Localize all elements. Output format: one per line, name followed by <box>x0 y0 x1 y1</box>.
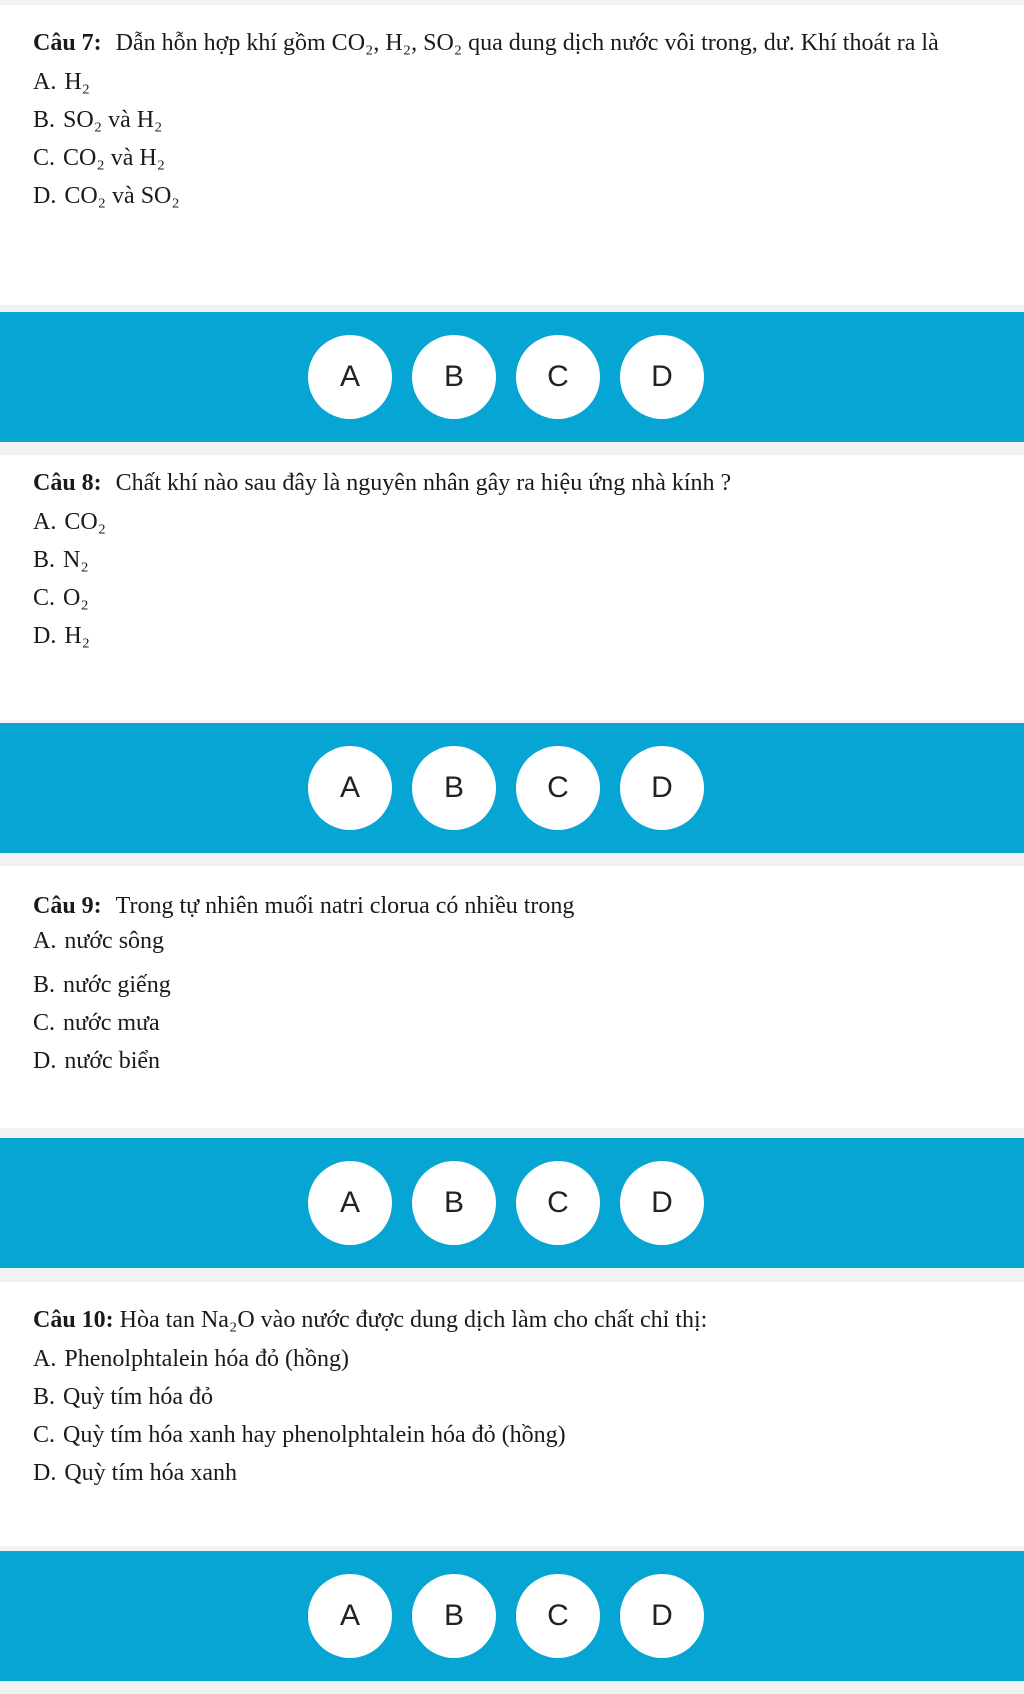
option-text: Phenolphtalein hóa đỏ (hồng) <box>64 1346 349 1372</box>
choice-b-button[interactable]: B <box>412 335 496 419</box>
option-label: C. <box>33 1010 56 1036</box>
option-text: H₂ <box>64 69 91 95</box>
choice-a-button[interactable]: A <box>308 1574 392 1658</box>
choice-d-button[interactable]: D <box>620 746 704 830</box>
option-label: C. <box>33 585 56 611</box>
option-a <box>33 1344 1004 1374</box>
option-text: CO₂ <box>64 509 107 535</box>
question-text: Chất khí nào sau đây là nguyên nhân gây ra hiệu ứng nhà kính ? <box>115 470 732 496</box>
option-text: CO₂ và H₂ <box>63 145 166 171</box>
option-text: nước giếng <box>63 972 171 998</box>
answer-bar-8 <box>0 723 1024 853</box>
answer-choices <box>308 1574 724 1658</box>
option-label: A. <box>33 928 57 954</box>
question-title: Câu 9: <box>33 893 102 919</box>
option-label: B. <box>33 547 56 573</box>
option-label: B. <box>33 972 56 998</box>
question-text: Trong tự nhiên muối natri clorua có nhiều trong <box>115 893 575 919</box>
answer-choices <box>308 1161 724 1245</box>
choice-d-button[interactable]: D <box>620 335 704 419</box>
choice-c-button[interactable]: C <box>516 746 600 830</box>
choice-c-button[interactable]: C <box>516 1161 600 1245</box>
option-b <box>33 1382 1004 1412</box>
option-label: C. <box>33 145 56 171</box>
option-a <box>33 67 1004 97</box>
choice-d-button[interactable]: D <box>620 1574 704 1658</box>
answer-choices <box>308 335 724 419</box>
option-label: A. <box>33 1346 57 1372</box>
option-d <box>33 1046 1004 1076</box>
option-text: CO₂ và SO₂ <box>64 183 180 209</box>
question-text: Dẫn hỗn hợp khí gồm CO₂, H₂, SO₂ qua dung dịch nước vôi trong, dư. Khí thoát ra là <box>115 30 939 56</box>
question-title: Câu 8: <box>33 470 102 496</box>
option-text: nước biển <box>64 1048 161 1074</box>
question-7 <box>0 5 1024 305</box>
choice-a-button[interactable]: A <box>308 1161 392 1245</box>
answer-bar-9 <box>0 1138 1024 1268</box>
option-text: N₂ <box>63 547 89 573</box>
option-text: nước sông <box>64 928 165 954</box>
option-label: D. <box>33 623 57 649</box>
option-b <box>33 545 1004 575</box>
option-text: Quỳ tím hóa xanh hay phenolphtalein hóa đỏ (hồng) <box>63 1422 566 1448</box>
choice-c-button[interactable]: C <box>516 335 600 419</box>
answer-choices <box>308 746 724 830</box>
question-8 <box>0 455 1024 720</box>
option-text: Quỳ tím hóa xanh <box>64 1460 237 1486</box>
answer-bar-10 <box>0 1551 1024 1681</box>
option-label: D. <box>33 1048 57 1074</box>
choice-a-button[interactable]: A <box>308 335 392 419</box>
question-10 <box>0 1282 1024 1546</box>
option-c <box>33 1420 1004 1450</box>
choice-a-button[interactable]: A <box>308 746 392 830</box>
question-10-stem <box>33 1304 1004 1336</box>
option-label: B. <box>33 1384 56 1410</box>
question-title: Câu 7: <box>33 30 102 56</box>
choice-b-button[interactable]: B <box>412 1161 496 1245</box>
choice-b-button[interactable]: B <box>412 1574 496 1658</box>
option-a <box>33 926 1004 956</box>
option-d <box>33 621 1004 651</box>
option-text: SO₂ và H₂ <box>63 107 163 133</box>
option-text: nước mưa <box>63 1010 160 1036</box>
option-d <box>33 181 1004 211</box>
option-label: D. <box>33 183 57 209</box>
option-label: A. <box>33 69 57 95</box>
option-label: D. <box>33 1460 57 1486</box>
question-title: Câu 10: <box>33 1307 114 1333</box>
option-b <box>33 105 1004 135</box>
question-text: Hòa tan Na₂O vào nước được dung dịch làm cho chất chỉ thị: <box>119 1307 708 1333</box>
option-text: H₂ <box>64 623 91 649</box>
question-7-stem <box>33 27 1004 59</box>
option-text: O₂ <box>63 585 89 611</box>
option-c <box>33 1008 1004 1038</box>
choice-c-button[interactable]: C <box>516 1574 600 1658</box>
option-b <box>33 970 1004 1000</box>
option-text: Quỳ tím hóa đỏ <box>63 1384 214 1410</box>
question-9-stem <box>33 890 1004 922</box>
choice-b-button[interactable]: B <box>412 746 496 830</box>
option-c <box>33 583 1004 613</box>
option-label: B. <box>33 107 56 133</box>
option-label: C. <box>33 1422 56 1448</box>
question-9 <box>0 866 1024 1128</box>
option-label: A. <box>33 509 57 535</box>
option-d <box>33 1458 1004 1488</box>
choice-d-button[interactable]: D <box>620 1161 704 1245</box>
option-a <box>33 507 1004 537</box>
question-8-stem <box>33 467 1004 499</box>
answer-bar-7 <box>0 312 1024 442</box>
option-c <box>33 143 1004 173</box>
